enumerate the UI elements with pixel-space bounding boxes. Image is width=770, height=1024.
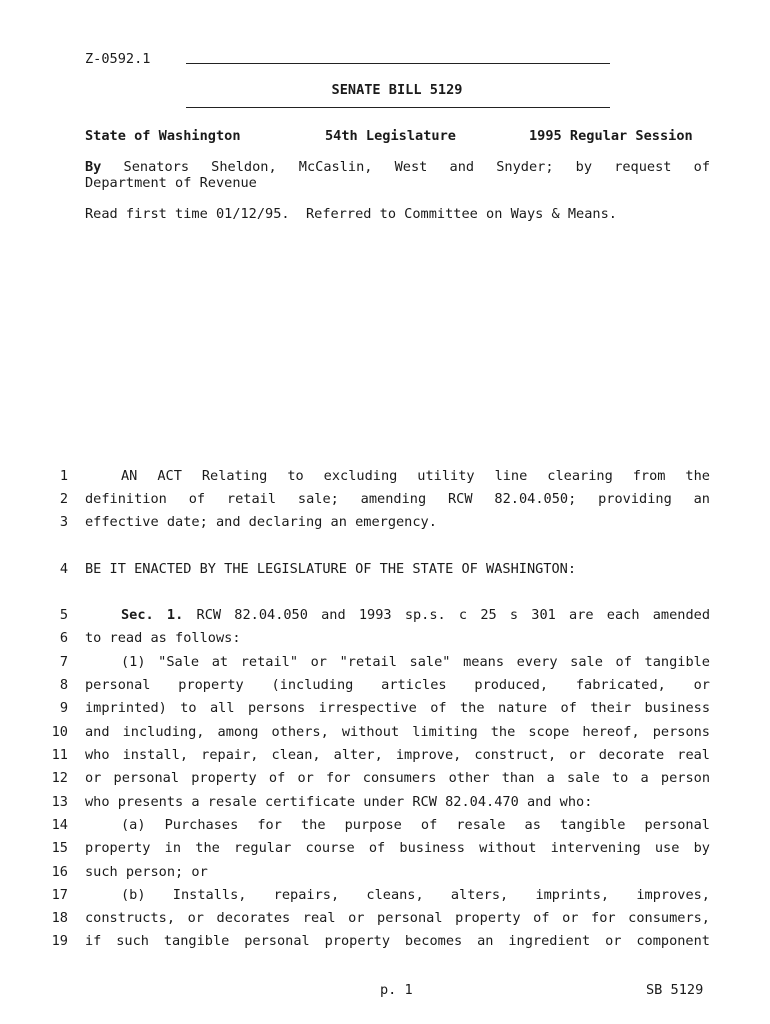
sponsors-line-2: Department of Revenue	[85, 175, 257, 191]
body-line: who install, repair, clean, alter, improve, construct, or decorate real	[85, 747, 710, 763]
sponsors-text: Senators Sheldon, McCaslin, West and Snyder; by request of	[123, 159, 711, 175]
read-first-note: Read first time 01/12/95. Referred to Committee on Ways & Means.	[85, 206, 617, 222]
enacting-clause: BE IT ENACTED BY THE LEGISLATURE OF THE STATE OF WASHINGTON:	[85, 561, 577, 577]
legislature-label: 54th Legislature	[325, 128, 456, 144]
body-line: to read as follows:	[85, 630, 241, 646]
body-line: property in the regular course of business without intervening use by	[85, 840, 710, 856]
body-line: who presents a resale certificate under RCW 82.04.470 and who:	[85, 794, 593, 810]
body-line: personal property (including articles produced, fabricated, or	[85, 677, 710, 693]
body-line: (a) Purchases for the purpose of resale as tangible personal	[121, 817, 710, 833]
section-label: Sec. 1.	[121, 607, 184, 623]
body-line: (1) "Sale at retail" or "retail sale" means every sale of tangible	[121, 654, 710, 670]
bill-title: SENATE BILL 5129	[331, 82, 463, 98]
line-number: 6	[59, 630, 68, 646]
line-number: 14	[51, 817, 68, 833]
body-line: or personal property of or for consumers other than a sale to a person	[85, 770, 710, 786]
line-number: 10	[51, 724, 68, 740]
line-number: 17	[51, 887, 68, 903]
line-number: 11	[51, 747, 68, 763]
line-number: 19	[51, 933, 68, 949]
line-number: 18	[51, 910, 68, 926]
body-line: definition of retail sale; amending RCW 82.04.050; providing an	[85, 491, 710, 507]
line-number: 13	[51, 794, 68, 810]
body-line: constructs, or decorates real or personal property of or for consumers,	[85, 910, 710, 926]
document-code: Z-0592.1	[85, 51, 151, 67]
line-number: 8	[59, 677, 68, 693]
line-number: 15	[51, 840, 68, 856]
by-label: By	[85, 159, 102, 175]
header-rule-top	[186, 63, 610, 64]
line-number: 2	[59, 491, 68, 507]
body-line: and including, among others, without limiting the scope hereof, persons	[85, 724, 710, 740]
state-label: State of Washington	[85, 128, 241, 144]
body-line: effective date; and declaring an emergency.	[85, 514, 437, 530]
body-line: AN ACT Relating to excluding utility line clearing from the	[121, 468, 710, 484]
section-heading-line: Sec. 1. RCW 82.04.050 and 1993 sp.s. c 25 s 301 are each amended	[121, 607, 710, 623]
line-number: 12	[51, 770, 68, 786]
header-rule-bottom	[186, 107, 610, 108]
body-line: (b) Installs, repairs, cleans, alters, imprints, improves,	[121, 887, 710, 903]
body-line: imprinted) to all persons irrespective of the nature of their business	[85, 700, 710, 716]
bill-short-id: SB 5129	[646, 982, 704, 998]
page-number: p. 1	[380, 982, 413, 998]
body-line: if such tangible personal property becomes an ingredient or component	[85, 933, 710, 949]
session-label: 1995 Regular Session	[529, 128, 693, 144]
line-number: 5	[59, 607, 68, 623]
line-number: 4	[59, 561, 68, 577]
line-number: 1	[59, 468, 68, 484]
sponsors-line	[85, 159, 710, 175]
line-number: 9	[59, 700, 68, 716]
line-number: 16	[51, 864, 68, 880]
body-line: such person; or	[85, 864, 208, 880]
line-number: 3	[59, 514, 68, 530]
line-number: 7	[59, 654, 68, 670]
